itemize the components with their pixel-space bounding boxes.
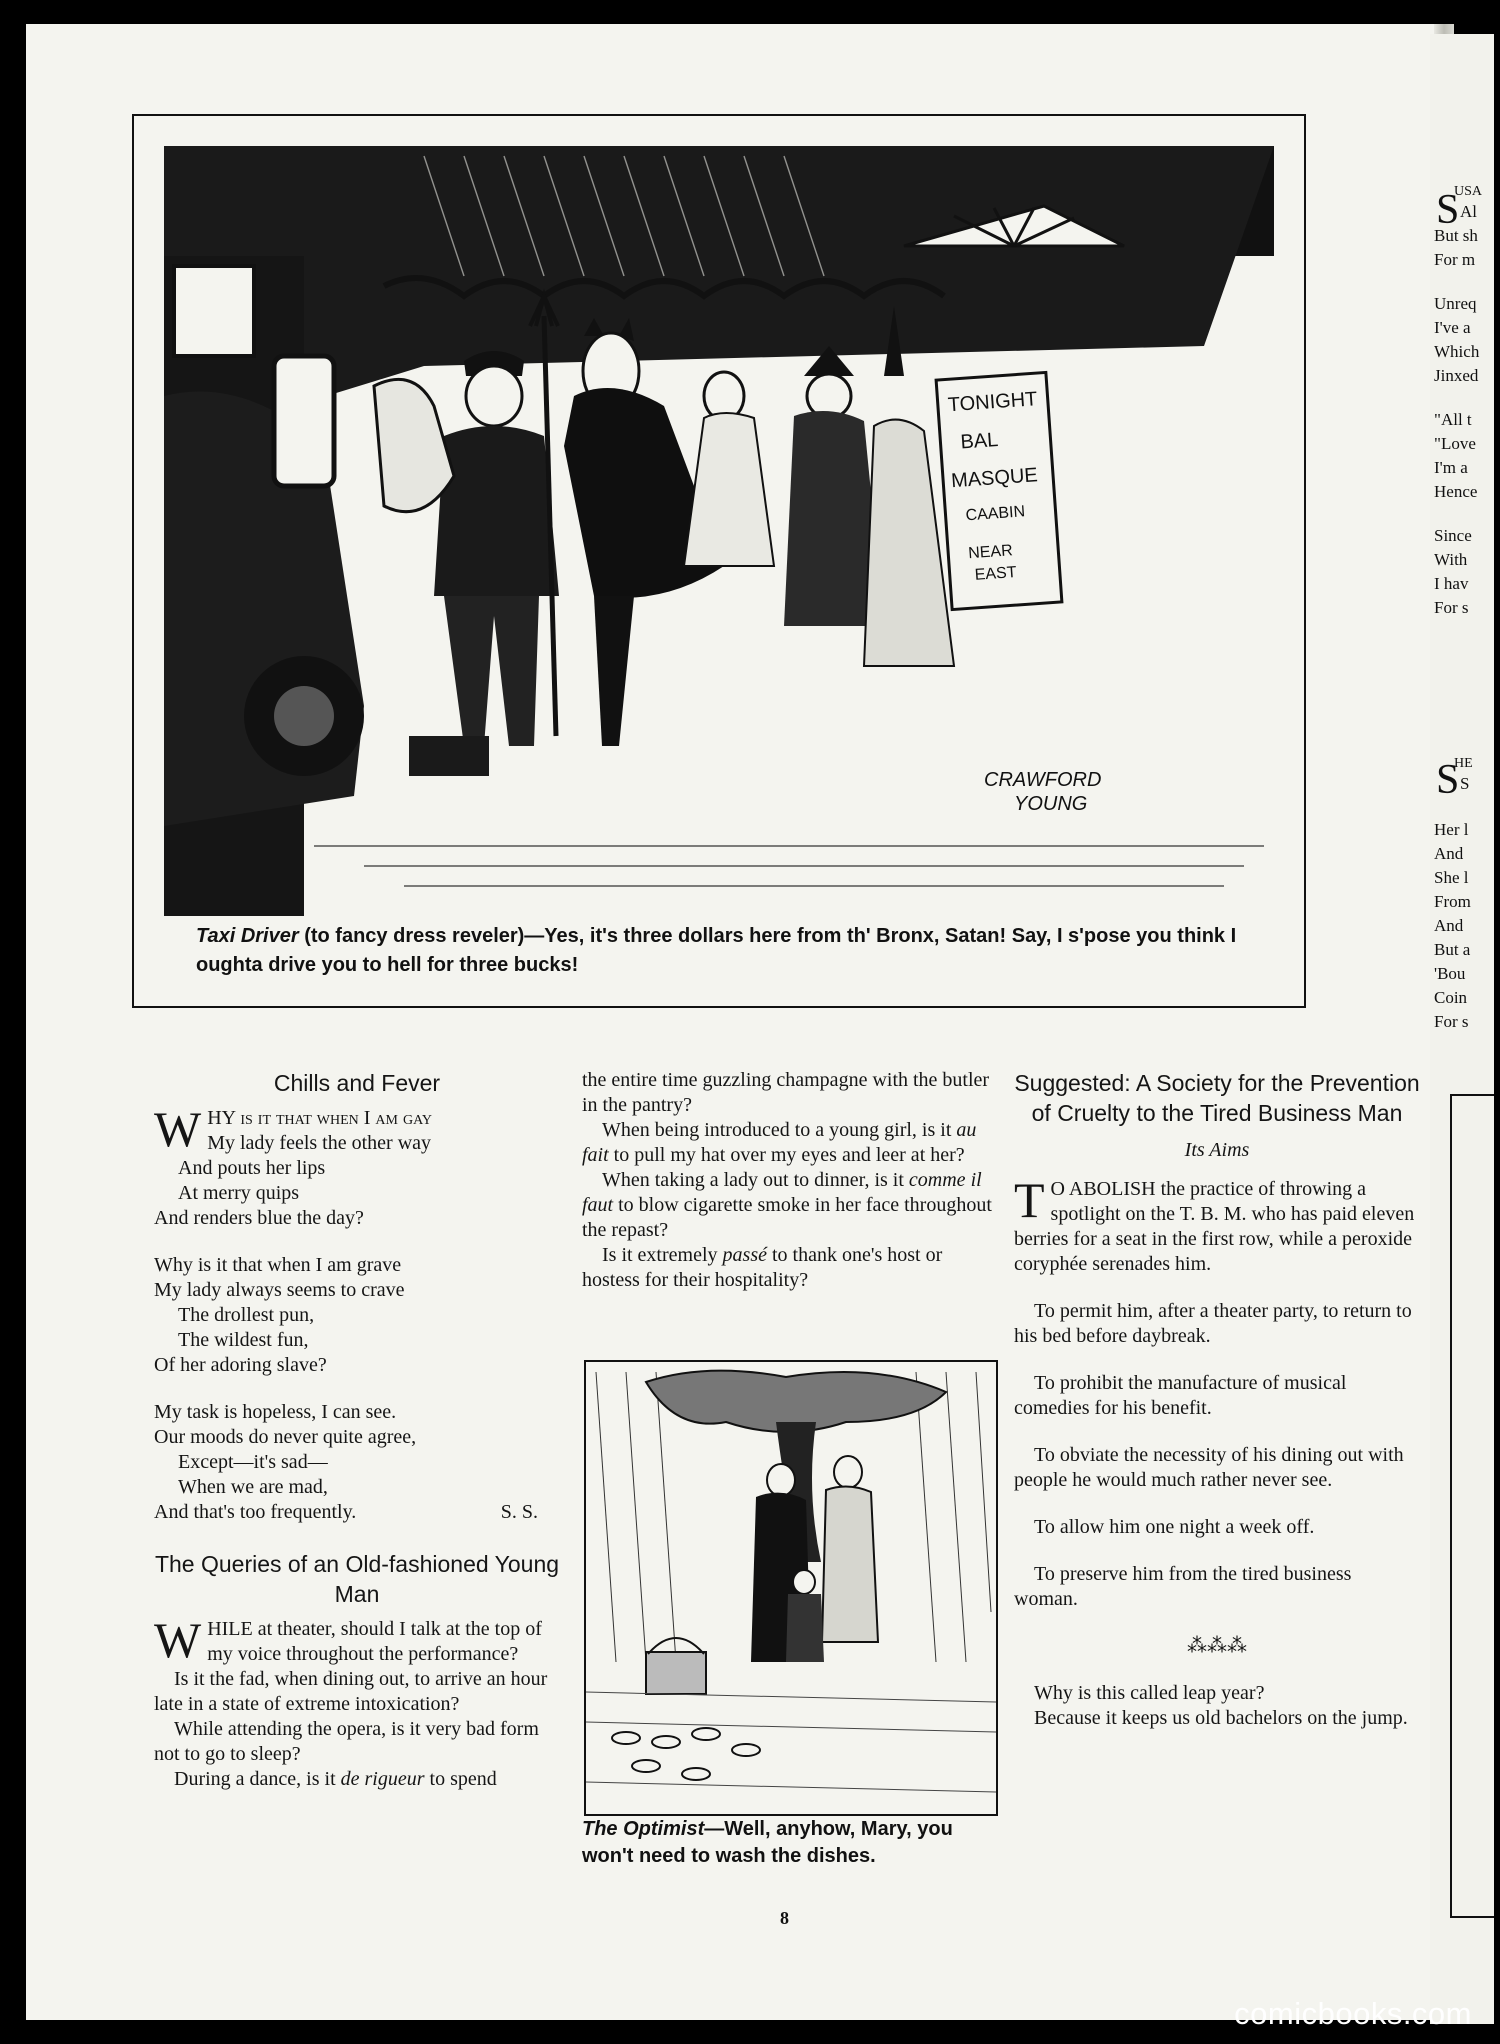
adjacent-page-box — [1450, 1094, 1494, 1918]
poem-stanza — [154, 1400, 560, 1525]
poem-line: At merry quips — [178, 1182, 300, 1204]
drop-cap: W — [154, 1101, 202, 1157]
poem-line: And renders blue the day? — [154, 1207, 364, 1229]
text-fragment: Jinxed — [1434, 366, 1479, 385]
optimist-cartoon — [584, 1360, 998, 1816]
drop-cap: S — [1436, 187, 1460, 233]
text-fragment: 'Bou — [1434, 964, 1466, 983]
paragraph-text: at theater, should I talk at the top of my voice throughout the performance? — [207, 1618, 542, 1665]
cartoon-caption — [196, 922, 1256, 980]
drop-cap: T — [1014, 1172, 1045, 1228]
paragraph: the entire time guzzling champagne with the butler in the pantry? — [582, 1069, 990, 1116]
emphasis: passé — [722, 1244, 767, 1266]
text-fragment: For s — [1434, 1012, 1469, 1031]
text-fragment: But a — [1434, 940, 1471, 959]
text-fragment: S — [1460, 774, 1470, 793]
poem-line: Our moods do never quite agree, — [154, 1426, 417, 1448]
column-left — [154, 1068, 560, 1792]
cartoon-illustration — [164, 146, 1274, 916]
poem-line: The wildest fun, — [178, 1329, 309, 1351]
paragraph-text: When taking a lady out to dinner, is it — [602, 1169, 909, 1191]
emphasis: de rigueur — [340, 1768, 425, 1790]
joke-answer: Because it keeps us old bachelors on the jump. — [1034, 1707, 1408, 1729]
text-fragment: With — [1434, 550, 1468, 569]
caption-speaker: Taxi Driver — [196, 925, 299, 947]
optimist-caption — [582, 1816, 1002, 1870]
text-fragment: "All t — [1434, 410, 1472, 429]
text-fragment: And — [1434, 844, 1464, 863]
poem-line: And pouts her lips — [178, 1157, 326, 1179]
aim-item: To allow him one night a week off. — [1034, 1516, 1315, 1538]
text-fragment: Since — [1434, 526, 1472, 545]
text-fragment: She l — [1434, 868, 1469, 887]
poem-signature: S. S. — [500, 1501, 538, 1523]
text-fragment: Which — [1434, 342, 1480, 361]
emphasis: au fait — [582, 1119, 977, 1166]
text-fragment: Al — [1460, 202, 1477, 221]
aim-item: To prohibit the manufacture of musical comedies for his benefit. — [1014, 1372, 1347, 1419]
lead-word: HILE — [207, 1618, 253, 1640]
paragraph — [154, 1767, 560, 1792]
drop-cap: S — [1436, 757, 1460, 803]
page-number: 8 — [780, 1908, 789, 1928]
poem-line: HY is it that when I am gay — [207, 1107, 433, 1129]
poem-stanza — [154, 1253, 560, 1378]
poem-line: The drollest pun, — [178, 1304, 315, 1326]
article-body — [154, 1612, 560, 1792]
main-cartoon — [132, 114, 1306, 1008]
paragraph-text: to blow cigarette smoke in her face throughout the repast? — [582, 1194, 992, 1241]
text-fragment: I'm a — [1434, 458, 1468, 477]
column-middle — [582, 1068, 992, 1293]
emphasis: comme il faut — [582, 1169, 982, 1216]
article-title: Suggested: A Society for the Prevention of Cruelty to the Tired Business Man — [1014, 1070, 1420, 1126]
poem-line: My lady always seems to crave — [154, 1279, 405, 1301]
artist-signature: YOUNG — [1014, 793, 1088, 815]
text-fragment: Coin — [1434, 988, 1468, 1007]
joke-question: Why is this called leap year? — [1034, 1682, 1265, 1704]
paragraph-text: to spend — [424, 1768, 497, 1790]
caption-text: —Well, anyhow, Mary, you won't need to wash the dishes. — [582, 1818, 953, 1867]
paragraph-text: During a dance, is it — [174, 1768, 341, 1790]
caption-speaker: The Optimist — [582, 1818, 705, 1840]
paragraph — [582, 1243, 992, 1293]
revelers-group — [684, 306, 954, 666]
caption-text: (to fancy dress reveler)—Yes, it's three dollars here from th' Bronx, Satan! Say, I s'pose you think I oughta drive you to hell for three bucks! — [196, 925, 1237, 976]
poem-line: And that's too frequently. — [154, 1501, 357, 1523]
sign-line: NEAR — [967, 542, 1014, 563]
paragraph — [582, 1168, 992, 1243]
optimist-illustration — [586, 1362, 996, 1814]
section-subtitle: Its Aims — [1184, 1139, 1250, 1161]
paragraph-text: the practice of throwing a spotlight on the T. B. M. who has paid eleven berries for a seat in the first row, while a peroxide coryphée serenades him. — [1014, 1178, 1415, 1275]
magazine-page — [26, 24, 1436, 2020]
paragraph-text: When being introduced to a young girl, is it — [602, 1119, 957, 1141]
poem-line: My lady feels the other way — [207, 1132, 432, 1154]
adjacent-page-edge — [1430, 34, 1494, 2024]
text-fragment: For s — [1434, 598, 1469, 617]
aim-item — [1014, 1172, 1420, 1277]
sign-line: EAST — [974, 563, 1018, 584]
lead-word: O ABOLISH — [1050, 1178, 1156, 1200]
poem-line: My task is hopeless, I can see. — [154, 1401, 397, 1423]
poem-title: Chills and Fever — [273, 1070, 441, 1096]
text-fragment: I hav — [1434, 574, 1469, 593]
article-title: The Queries of an Old-fashioned Young Man — [154, 1551, 560, 1607]
aim-item: To preserve him from the tired business woman. — [1014, 1563, 1352, 1610]
text-fragment: USA — [1454, 184, 1483, 199]
drop-cap: W — [154, 1612, 202, 1668]
text-fragment: For m — [1434, 250, 1476, 269]
paragraph-text: Is it extremely — [602, 1244, 723, 1266]
site-watermark: comicbooks.com — [1234, 1996, 1472, 2031]
text-fragment: "Love — [1434, 434, 1476, 453]
aim-item: To permit him, after a theater party, to return to his bed before daybreak. — [1014, 1300, 1412, 1347]
sign-line: BAL — [959, 428, 1000, 454]
sign-line: TONIGHT — [947, 388, 1039, 417]
paragraph: While attending the opera, is it very bad form not to go to sleep? — [154, 1718, 539, 1765]
poem-line: Why is it that when I am grave — [154, 1254, 402, 1276]
poem-line: Of her adoring slave? — [154, 1354, 327, 1376]
aim-item: To obviate the necessity of his dining out with people he would much rather never see. — [1014, 1444, 1404, 1491]
text-fragment: Unreq — [1434, 294, 1477, 313]
artist-signature: CRAWFORD — [984, 769, 1102, 791]
taxi-driver-figure — [374, 351, 559, 776]
ornament-divider: ⁂⁂⁂ — [1187, 1635, 1247, 1657]
text-fragment: From — [1434, 892, 1471, 911]
text-fragment: And — [1434, 916, 1464, 935]
paragraph: Is it the fad, when dining out, to arrive an hour late in a state of extreme intoxication? — [154, 1668, 548, 1715]
poem-line: When we are mad, — [178, 1476, 328, 1498]
poem-line: Except—it's sad— — [178, 1451, 328, 1473]
text-fragment: HE — [1454, 756, 1473, 771]
paragraph-text: to thank one's host or hostess for their hospitality? — [582, 1244, 943, 1291]
text-fragment: Hence — [1434, 482, 1478, 501]
poem-stanza — [154, 1101, 560, 1231]
column-right — [1014, 1068, 1420, 1731]
text-fragment: But sh — [1434, 226, 1478, 245]
text-fragment: Her l — [1434, 820, 1469, 839]
paragraph-text: to pull my hat over my eyes and leer at her? — [608, 1144, 965, 1166]
paragraph — [582, 1118, 992, 1168]
sign-line: MASQUE — [950, 464, 1039, 493]
sign-line: CAABIN — [965, 503, 1026, 525]
text-fragment: I've a — [1434, 318, 1471, 337]
